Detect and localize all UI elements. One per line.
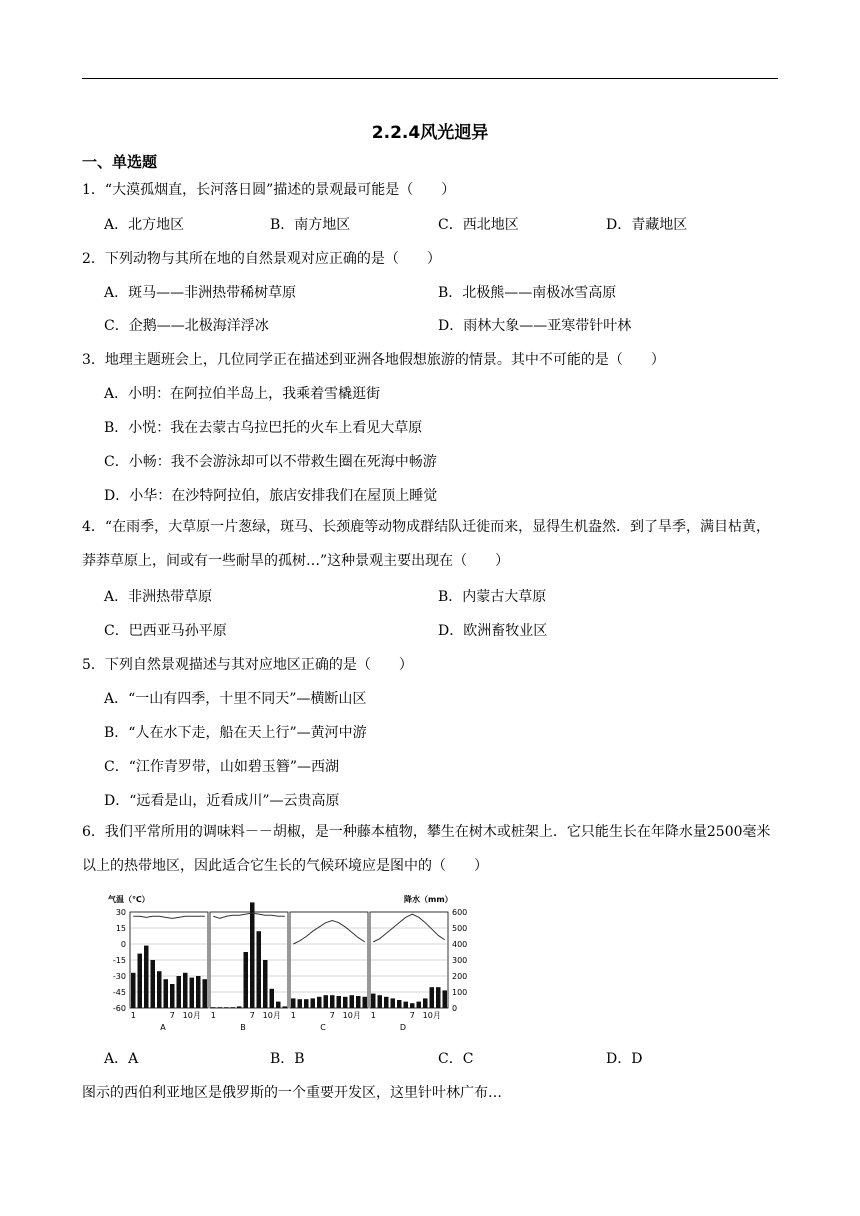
precip-bar [363, 997, 368, 1008]
x-tick-label: 10月 [182, 1011, 201, 1020]
precip-bar [337, 996, 342, 1008]
precip-bar [250, 902, 255, 1008]
q1-option-b[interactable]: B．南方地区 [270, 217, 351, 233]
right-axis-label: 降水（mm） [404, 895, 453, 904]
precip-bar [304, 999, 309, 1008]
x-tick-label: 7 [169, 1011, 175, 1020]
left-tick-label: -30 [112, 972, 126, 981]
panel-label: D [399, 1023, 407, 1032]
precip-bar [330, 995, 335, 1008]
header-rule [82, 78, 778, 79]
precip-bar [276, 1002, 281, 1008]
left-tick-label: 0 [120, 940, 126, 949]
precip-bar [343, 997, 348, 1008]
q3-option-c[interactable]: C．小畅：我不会游泳却可以不带救生圈在死海中畅游 [104, 454, 437, 470]
x-tick-label: 1 [130, 1011, 136, 1020]
precip-bar [443, 990, 448, 1008]
q4-option-d[interactable]: D．欧洲畜牧业区 [438, 623, 548, 639]
precip-bar [410, 1003, 415, 1008]
precip-bar [183, 973, 188, 1008]
question-2-stem: 2．下列动物与其所在地的自然景观对应正确的是（ ） [82, 251, 441, 267]
precip-bar [298, 999, 303, 1008]
right-tick-label: 500 [452, 924, 468, 933]
precip-bar [203, 979, 208, 1008]
x-tick-label: 10月 [422, 1011, 441, 1020]
precip-bar [270, 989, 275, 1008]
precip-bar [224, 1007, 229, 1008]
x-tick-label: 1 [370, 1011, 376, 1020]
q2-option-b[interactable]: B．北极熊——南极冰雪高原 [438, 285, 617, 301]
precip-bar [423, 998, 428, 1008]
q5-option-d[interactable]: D．“远看是山，近看成川”—云贵高原 [104, 793, 340, 809]
panel-label: A [160, 1023, 166, 1032]
q6-option-d[interactable]: D．D [606, 1051, 643, 1067]
left-tick-label: 30 [115, 908, 126, 917]
q1-option-d[interactable]: D．青藏地区 [606, 217, 688, 233]
temperature-line [213, 913, 285, 918]
section-heading: 一、单选题 [82, 153, 158, 171]
right-tick-label: 300 [452, 956, 468, 965]
trailing-text: 图示的西伯利亚地区是俄罗斯的一个重要开发区，这里针叶林广布… [82, 1085, 502, 1101]
q3-option-a[interactable]: A．小明：在阿拉伯半岛上，我乘着雪橇逛街 [104, 386, 381, 402]
precip-bar [311, 998, 316, 1008]
right-tick-label: 100 [452, 988, 468, 997]
q2-option-a[interactable]: A．斑马——非洲热带稀树草原 [104, 285, 297, 301]
q4-option-a[interactable]: A．非洲热带草原 [104, 589, 213, 605]
x-tick-label: 7 [249, 1011, 255, 1020]
climate-charts [104, 888, 504, 1038]
q1-option-a[interactable]: A．北方地区 [104, 217, 185, 233]
x-tick-label: 1 [290, 1011, 296, 1020]
precip-bar [144, 946, 149, 1008]
panel-label: B [240, 1023, 246, 1032]
x-tick-label: 7 [329, 1011, 335, 1020]
precip-bar [190, 978, 195, 1008]
precip-bar [391, 998, 396, 1008]
precip-bar [430, 987, 435, 1008]
precip-bar [417, 1002, 422, 1008]
temperature-line [293, 921, 365, 944]
q4-option-c[interactable]: C．巴西亚马孙平原 [104, 623, 227, 639]
precip-bar [350, 995, 355, 1008]
precip-bar [211, 1007, 216, 1008]
precip-bar [384, 997, 389, 1008]
question-4-stem: 4．“在雨季，大草原一片葱绿，斑马、长颈鹿等动物成群结队迁徙而来，显得生机盎然．到了旱季，满目枯黄，莽莽草原上，间或有一些耐旱的孤树…”这种景观主要出现在（ ） [82, 519, 771, 569]
precip-bar [170, 984, 175, 1008]
left-tick-label: 15 [115, 924, 126, 933]
q6-option-a[interactable]: A．A [104, 1051, 139, 1067]
right-tick-label: 0 [452, 1004, 458, 1013]
right-tick-label: 200 [452, 972, 468, 981]
precip-bar [324, 995, 329, 1008]
precip-bar [244, 952, 249, 1008]
precip-bar [356, 996, 361, 1008]
right-tick-label: 400 [452, 940, 468, 949]
q2-option-c[interactable]: C．企鹅——北极海洋浮冰 [104, 318, 269, 334]
precip-bar [218, 1007, 223, 1008]
panel-label: C [320, 1023, 326, 1032]
precip-bar [404, 1002, 409, 1008]
question-3-stem: 3．地理主题班会上，几位同学正在描述到亚洲各地假想旅游的情景。其中不可能的是（ ） [82, 352, 665, 368]
q1-option-c[interactable]: C．西北地区 [438, 217, 519, 233]
x-tick-label: 7 [409, 1011, 415, 1020]
q3-option-b[interactable]: B．小悦：我在去蒙古乌拉巴托的火车上看见大草原 [104, 420, 423, 436]
precip-bar [157, 971, 162, 1008]
precip-bar [263, 960, 268, 1008]
q5-option-a[interactable]: A．“一山有四季，十里不同天”—横断山区 [104, 691, 367, 707]
question-6-stem: 6．我们平常所用的调味料－－胡椒，是一种藤本植物，攀生在树木或桩架上．它只能生长在年降水量2500毫米以上的热带地区，因此适合它生长的气候环境应是图中的（ ） [82, 824, 771, 874]
left-tick-label: -15 [112, 956, 126, 965]
x-tick-label: 10月 [342, 1011, 361, 1020]
precip-bar [177, 976, 182, 1008]
q3-option-d[interactable]: D．小华：在沙特阿拉伯，旅店安排我们在屋顶上睡觉 [104, 488, 438, 504]
q4-option-b[interactable]: B．内蒙古大草原 [438, 589, 547, 605]
precip-bar [138, 954, 143, 1008]
page-title: 2.2.4风光迥异 [371, 123, 489, 143]
question-5-stem: 5．下列自然景观描述与其对应地区正确的是（ ） [82, 657, 413, 673]
precip-bar [397, 1000, 402, 1008]
precip-bar [196, 976, 201, 1008]
q2-option-d[interactable]: D．雨林大象——亚寒带针叶林 [438, 318, 632, 334]
precip-bar [436, 987, 441, 1008]
q6-option-c[interactable]: C．C [438, 1051, 474, 1067]
question-1-stem: 1．“大漠孤烟直，长河落日圆”描述的景观最可能是（ ） [82, 182, 456, 198]
left-tick-label: -60 [112, 1004, 126, 1013]
precip-bar [237, 1006, 242, 1008]
precip-bar [291, 998, 296, 1008]
q5-option-b[interactable]: B．“人在水下走，船在天上行”—黄河中游 [104, 725, 367, 741]
q5-option-c[interactable]: C．“江作青罗带，山如碧玉簪”—西湖 [104, 759, 340, 775]
precip-bar [371, 994, 376, 1008]
precip-bar [257, 931, 262, 1008]
x-tick-label: 10月 [262, 1011, 281, 1020]
precip-bar [283, 1006, 288, 1008]
x-tick-label: 1 [210, 1011, 216, 1020]
left-tick-label: -45 [112, 988, 126, 997]
precip-bar [317, 997, 322, 1008]
precip-bar [164, 979, 169, 1008]
left-axis-label: 气温（℃） [108, 895, 150, 904]
q6-option-b[interactable]: B．B [270, 1051, 305, 1067]
right-tick-label: 600 [452, 908, 468, 917]
temperature-line [133, 916, 205, 918]
precip-bar [151, 960, 156, 1008]
precip-bar [378, 995, 383, 1008]
precip-bar [131, 973, 136, 1008]
precip-bar [231, 1007, 236, 1008]
